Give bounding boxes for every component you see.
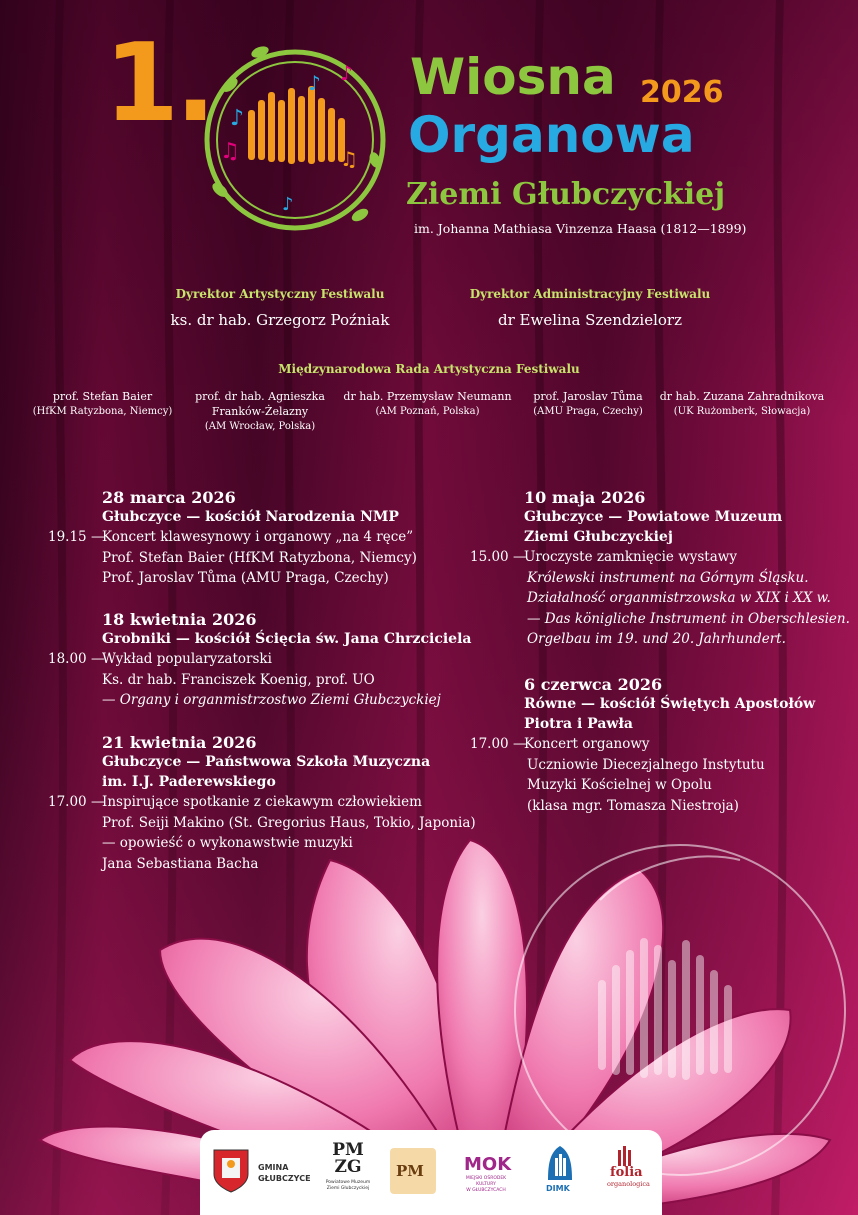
title-region: Ziemi Głubczyckiej — [406, 177, 726, 212]
event-line: (klasa mgr. Tomasza Niestroja) — [527, 797, 739, 814]
event-line: Prof. Seiji Makino (St. Gregorius Haus, Tokio, Japonia) — [102, 814, 476, 831]
event-time: 15.00 — — [470, 549, 527, 565]
event-line: Prof. Jaroslav Tůma (AMU Praga, Czechy) — [102, 570, 389, 586]
event-line: — Das königliche Instrument in Oberschlesien. — [527, 610, 850, 627]
event-line: Działalność organmistrzowska w XIX i XX w. — [527, 590, 831, 606]
member-affiliation: (AM Poznań, Polska) — [375, 406, 480, 417]
admin-director-label: Dyrektor Administracyjny Festiwalu — [469, 287, 711, 301]
mok-logo-text: MOK — [464, 1154, 512, 1175]
event-place: Piotra i Pawła — [524, 716, 633, 732]
event-line: Ks. dr hab. Franciszek Koenig, prof. UO — [102, 671, 375, 688]
council-member — [20, 389, 185, 419]
patron-line: im. Johanna Mathiasa Vinzenza Haasa (1812—1899) — [414, 221, 747, 236]
pmzg-line2: ZG — [334, 1157, 362, 1177]
event-time: 17.00 — — [470, 736, 527, 752]
event-block — [470, 675, 815, 816]
event-time: 17.00 — — [48, 794, 105, 810]
member-name-2: Franków-Żelazny — [211, 405, 309, 418]
svg-text:♫: ♫ — [340, 147, 358, 171]
event-line: Królewski instrument na Górnym Śląsku. — [527, 569, 809, 586]
pmzg-line1: PM — [332, 1140, 364, 1160]
event-block — [48, 488, 417, 589]
gmina-crest-icon — [212, 1148, 250, 1194]
dimk-logo-icon — [546, 1144, 574, 1182]
member-name: prof. Stefan Baier — [52, 390, 153, 403]
member-name: prof. dr hab. Agnieszka — [195, 390, 325, 403]
svg-text:♪: ♪ — [308, 71, 321, 95]
event-line: Muzyki Kościelnej w Opolu — [527, 777, 712, 793]
pmzg-sub2: Ziemi Głubczyckiej — [326, 1186, 370, 1191]
member-name: dr hab. Zuzana Zahradnikova — [659, 390, 825, 403]
folia-logo-text: folia — [610, 1165, 643, 1180]
event-date: 18 kwietnia 2026 — [102, 610, 257, 629]
event-block — [48, 733, 476, 874]
svg-text:♪: ♪ — [340, 61, 353, 85]
event-line: Prof. Stefan Baier (HfKM Ratyzbona, Niemcy) — [102, 549, 417, 566]
pmzg-sub1: Powiatowe Muzeum — [325, 1180, 371, 1185]
mok-subtitle — [456, 1176, 516, 1194]
event-block — [470, 488, 850, 650]
council-member — [518, 389, 658, 419]
event-line: Jana Sebastiana Bacha — [102, 855, 259, 872]
member-affiliation: (AM Wrocław, Polska) — [204, 421, 316, 432]
council-member — [185, 389, 335, 434]
council-title: Międzynarodowa Rada Artystyczna Festiwalu — [278, 362, 580, 376]
event-date: 21 kwietnia 2026 — [102, 733, 257, 752]
event-line: — Organy i organmistrzostwo Ziemi Głubczyckiej — [102, 692, 441, 708]
event-place: Równe — kościół Świętych Apostołów — [524, 696, 816, 712]
edition-number: 1. — [104, 21, 213, 146]
event-place: Głubczyce — kościół Narodzenia NMP — [102, 509, 399, 525]
council-member — [652, 389, 832, 419]
sponsor-bar — [200, 1130, 662, 1215]
event-place: Głubczyce — Powiatowe Muzeum — [524, 509, 783, 525]
event-place: im. I.J. Paderewskiego — [102, 774, 276, 790]
event-place: Grobniki — kościół Ścięcia św. Jana Chrzciciela — [102, 631, 472, 647]
member-name: prof. Jaroslav Tůma — [533, 390, 643, 403]
council-member — [335, 389, 520, 419]
event-time: 19.15 — — [48, 529, 105, 545]
pm-logo-box — [390, 1148, 436, 1194]
title-wiosna: Wiosna — [410, 48, 616, 106]
gmina-logo-text — [258, 1162, 311, 1184]
organ-wreath-logo-icon — [190, 30, 400, 245]
event-line: Uroczyste zamknięcie wystawy — [524, 549, 737, 565]
artistic-director-label: Dyrektor Artystyczny Festiwalu — [175, 287, 385, 301]
gmina-line1: GMINA — [258, 1163, 289, 1172]
mok-sub2: W GŁUBCZYCACH — [466, 1188, 506, 1193]
member-affiliation: (AMU Praga, Czechy) — [533, 406, 643, 417]
folia-organ-icon — [616, 1144, 634, 1166]
event-line: Wykład popularyzatorski — [102, 651, 272, 667]
event-line: — opowieść o wykonawstwie muzyki — [102, 835, 353, 851]
svg-text:♫: ♫ — [220, 139, 240, 164]
pmzg-logo — [328, 1142, 368, 1176]
mok-sub1: MIEJSKI OŚRODEK KULTURY — [465, 1176, 507, 1187]
title-year: 2026 — [640, 75, 724, 110]
event-place: Ziemi Głubczyckiej — [524, 529, 673, 545]
event-line: Uczniowie Diecezjalnego Instytutu — [527, 756, 765, 773]
event-place: Głubczyce — Państwowa Szkoła Muzyczna — [102, 754, 431, 770]
admin-director-name: dr Ewelina Szendzielorz — [498, 311, 682, 329]
event-date: 10 maja 2026 — [524, 488, 646, 507]
event-line: Orgelbau im 19. und 20. Jahrhundert. — [527, 631, 786, 647]
event-block — [48, 610, 471, 711]
member-affiliation: (UK Rużomberk, Słowacja) — [673, 406, 811, 417]
event-date: 6 czerwca 2026 — [524, 675, 663, 694]
gmina-line2: GŁUBCZYCE — [258, 1174, 311, 1183]
dimk-logo-text: DIMK — [546, 1184, 570, 1193]
title-organowa: Organowa — [408, 106, 695, 164]
folia-logo-subtitle: organologica — [607, 1180, 650, 1188]
svg-text:♪: ♪ — [230, 106, 245, 131]
event-time: 18.00 — — [48, 651, 105, 667]
member-name: dr hab. Przemysław Neumann — [343, 390, 512, 403]
event-line: Koncert klawesynowy i organowy „na 4 ręce” — [102, 529, 414, 545]
pm-logo-text: PM — [396, 1162, 424, 1180]
member-affiliation: (HfKM Ratyzbona, Niemcy) — [32, 406, 173, 417]
svg-text:♪: ♪ — [282, 194, 294, 215]
event-line: Koncert organowy — [524, 736, 650, 752]
pmzg-subtitle — [318, 1180, 378, 1192]
artistic-director-name: ks. dr hab. Grzegorz Poźniak — [170, 311, 390, 329]
event-date: 28 marca 2026 — [102, 488, 236, 507]
event-line: Inspirujące spotkanie z ciekawym człowiekiem — [102, 794, 422, 810]
